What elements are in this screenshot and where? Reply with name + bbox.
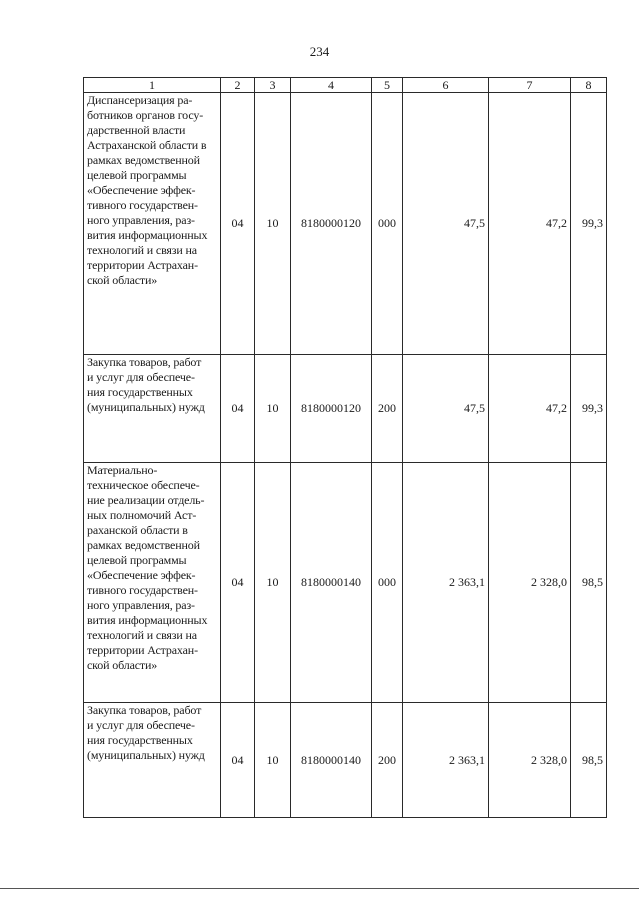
header-col-4: 4 xyxy=(291,78,372,93)
header-col-5: 5 xyxy=(372,78,403,93)
row-executed: 47,2 xyxy=(489,355,571,463)
budget-table xyxy=(83,77,607,818)
page-bottom-rule xyxy=(0,888,639,889)
table-row xyxy=(84,703,607,818)
row-subsection: 10 xyxy=(255,355,291,463)
row-target-code: 8180000140 xyxy=(291,463,372,703)
header-col-7: 7 xyxy=(489,78,571,93)
header-col-1: 1 xyxy=(84,78,221,93)
row-planned: 47,5 xyxy=(403,93,489,355)
row-expense-type: 200 xyxy=(372,355,403,463)
table-row xyxy=(84,463,607,703)
row-target-code: 8180000140 xyxy=(291,703,372,818)
page-number: 234 xyxy=(309,44,330,59)
header-col-3: 3 xyxy=(255,78,291,93)
header-col-2: 2 xyxy=(221,78,255,93)
row-expense-type: 000 xyxy=(372,93,403,355)
row-percent: 98,5 xyxy=(571,703,607,818)
row-name: Закупка товаров, работ и услуг для обеспече- ния государственных (муниципальных) нужд xyxy=(84,703,221,818)
row-executed: 2 328,0 xyxy=(489,703,571,818)
row-expense-type: 200 xyxy=(372,703,403,818)
row-section: 04 xyxy=(221,703,255,818)
table-row xyxy=(84,93,607,355)
row-executed: 2 328,0 xyxy=(489,463,571,703)
header-col-6: 6 xyxy=(403,78,489,93)
row-name: Диспансеризация ра- ботников органов госу- дарственной власти Астраханской области в рамках ведомственной целевой программы «Обеспечение эффек- тивного государствен- ного управления, раз- вития информационных технологий и связи на территории Астрахан- ской области» xyxy=(84,93,221,355)
row-subsection: 10 xyxy=(255,463,291,703)
row-subsection: 10 xyxy=(255,703,291,818)
row-target-code: 8180000120 xyxy=(291,355,372,463)
row-section: 04 xyxy=(221,463,255,703)
row-percent: 99,3 xyxy=(571,355,607,463)
header-row xyxy=(84,78,607,93)
row-name: Материально- техническое обеспече- ние реализации отдель- ных полномочий Аст- раханской области в рамках ведомственной целевой программы «Обеспечение эффек- тивного государствен- ного управления, раз- вития информационных технологий и связи на территории Астрахан- ской области» xyxy=(84,463,221,703)
row-section: 04 xyxy=(221,93,255,355)
row-section: 04 xyxy=(221,355,255,463)
header-col-8: 8 xyxy=(571,78,607,93)
row-planned: 2 363,1 xyxy=(403,703,489,818)
row-percent: 99,3 xyxy=(571,93,607,355)
row-expense-type: 000 xyxy=(372,463,403,703)
row-percent: 98,5 xyxy=(571,463,607,703)
row-subsection: 10 xyxy=(255,93,291,355)
row-name: Закупка товаров, работ и услуг для обеспече- ния государственных (муниципальных) нужд xyxy=(84,355,221,463)
row-planned: 2 363,1 xyxy=(403,463,489,703)
row-executed: 47,2 xyxy=(489,93,571,355)
table-row xyxy=(84,355,607,463)
row-planned: 47,5 xyxy=(403,355,489,463)
row-target-code: 8180000120 xyxy=(291,93,372,355)
